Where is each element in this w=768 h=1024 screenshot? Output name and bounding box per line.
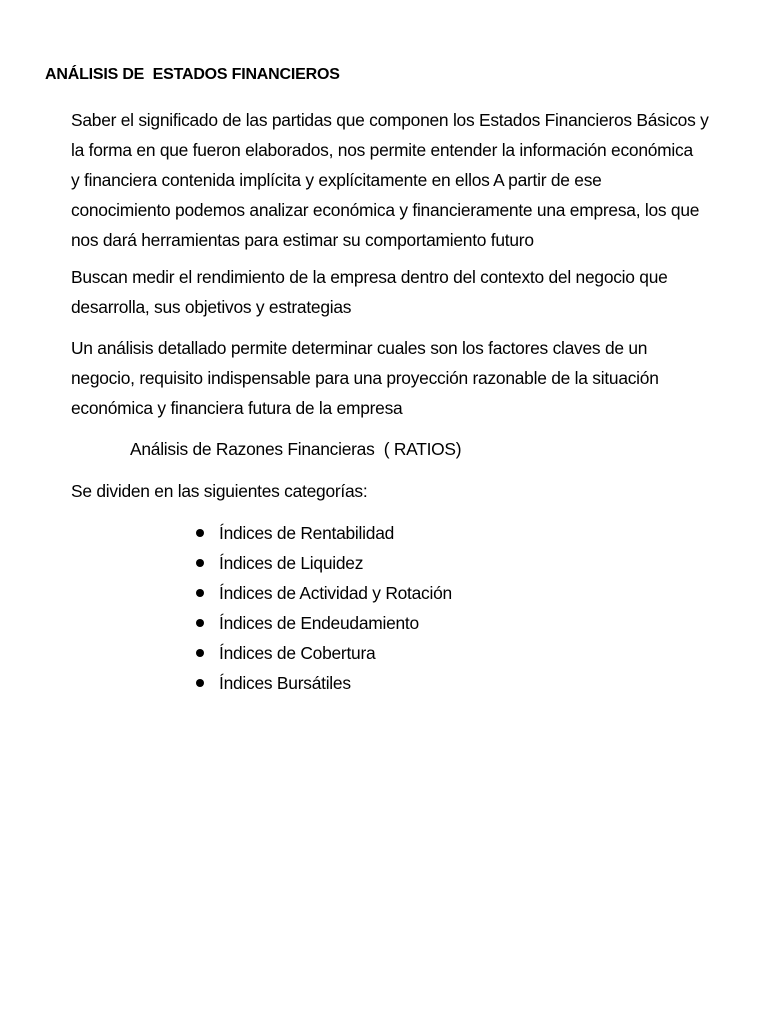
paragraph-line: económica y financiera futura de la empresa (71, 398, 403, 418)
paragraph-line: Un análisis detallado permite determinar cuales son los factores claves de un (71, 338, 648, 358)
list-item-label: Índices de Liquidez (219, 553, 364, 573)
paragraph-significado (71, 105, 766, 255)
paragraph-analisis-detallado (71, 333, 766, 423)
paragraph-line: la forma en que fueron elaborados, nos permite entender la información económica (71, 140, 693, 160)
list-item-label: Índices de Endeudamiento (219, 613, 419, 633)
paragraph-line: y financiera contenida implícita y explícitamente en ellos A partir de ese (71, 170, 602, 190)
list-item (196, 518, 452, 548)
list-item (196, 668, 452, 698)
bullet-icon (196, 619, 204, 627)
bullet-icon (196, 679, 204, 687)
paragraph-line: Saber el significado de las partidas que componen los Estados Financieros Básicos y (71, 110, 709, 130)
paragraph-rendimiento (71, 262, 766, 322)
paragraph-line: negocio, requisito indispensable para una proyección razonable de la situación (71, 368, 659, 388)
paragraph-line: desarrolla, sus objetivos y estrategias (71, 297, 352, 317)
list-item-label: Índices Bursátiles (219, 673, 351, 693)
list-item (196, 578, 452, 608)
ratios-subheading: Análisis de Razones Financieras ( RATIOS) (130, 439, 462, 459)
bullet-icon (196, 529, 204, 537)
categories-list (196, 518, 452, 698)
paragraph-line: Buscan medir el rendimiento de la empresa dentro del contexto del negocio que (71, 267, 668, 287)
list-item-label: Índices de Cobertura (219, 643, 376, 663)
paragraph-line: nos dará herramientas para estimar su comportamiento futuro (71, 230, 534, 250)
bullet-icon (196, 649, 204, 657)
paragraph-line: conocimiento podemos analizar económica y financieramente una empresa, los que (71, 200, 700, 220)
document-title: ANÁLISIS DE ESTADOS FINANCIEROS (45, 66, 340, 83)
list-item-label: Índices de Rentabilidad (219, 523, 395, 543)
bullet-icon (196, 589, 204, 597)
list-item-label: Índices de Actividad y Rotación (219, 583, 452, 603)
categories-intro: Se dividen en las siguientes categorías: (71, 481, 368, 501)
list-item (196, 608, 452, 638)
bullet-icon (196, 559, 204, 567)
list-item (196, 548, 452, 578)
list-item (196, 638, 452, 668)
